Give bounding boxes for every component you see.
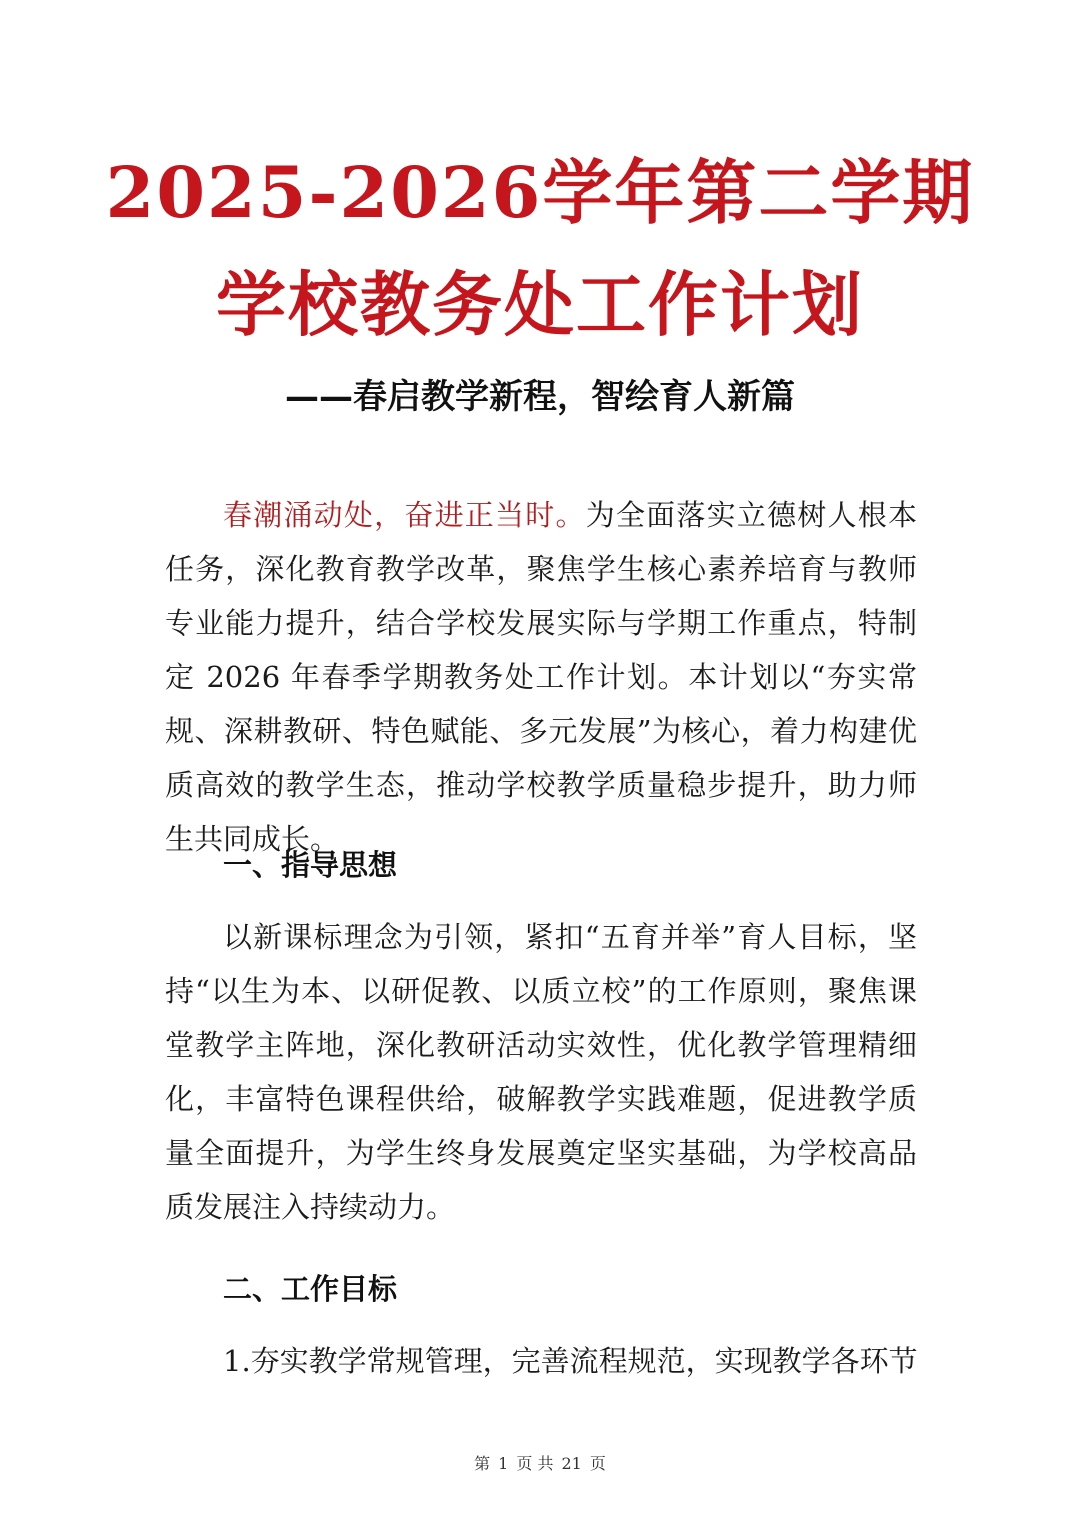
footer-suffix: 页: [589, 1454, 606, 1473]
page-footer: [0, 1452, 1080, 1476]
section-heading-work-goals: 二、工作目标: [223, 1272, 398, 1306]
intro-lead-sentence: 春潮涌动处，奋进正当时。: [223, 498, 586, 532]
footer-page-number: 1: [498, 1454, 509, 1473]
title-line-2: 学校教务处工作计划: [216, 263, 864, 346]
work-goal-item-1: 1.夯实教学常规管理，完善流程规范，实现教学各环节: [223, 1344, 918, 1378]
guiding-ideology-paragraph: 以新课标理念为引领，紧扣“五育并举”育人目标，坚持“以生为本、以研促教、以质立校”的工作原则，聚焦课堂教学主阵地，深化教研活动实效性，优化教学管理精细化，丰富特色课程供给，破解教学实践难题，促进教学质量全面提升，为学生终身发展奠定坚实基础，为学校高品质发展注入持续动力。: [165, 920, 917, 1224]
subtitle: ——春启教学新程，智绘育人新篇: [285, 377, 795, 417]
intro-text: 为全面落实立德树人根本任务，深化教育教学改革，聚焦学生核心素养培育与教师专业能力提升，结合学校发展实际与学期工作重点，特制定 2026 年春季学期教务处工作计划。本计划以“夯实常规、深耕教研、特色赋能、多元发展”为核心，着力构建优质高效的教学生态，推动学校教学质量稳步提升，助力师生共同成长。: [165, 498, 917, 856]
footer-middle: 页 共: [516, 1454, 554, 1473]
footer-prefix: 第: [474, 1454, 491, 1473]
title-line-1: 2025-2026学年第二学期: [105, 151, 975, 234]
intro-paragraph: [165, 488, 917, 866]
footer-total-pages: 21: [561, 1454, 582, 1473]
section-heading-guiding-ideology: 一、指导思想: [223, 848, 398, 882]
